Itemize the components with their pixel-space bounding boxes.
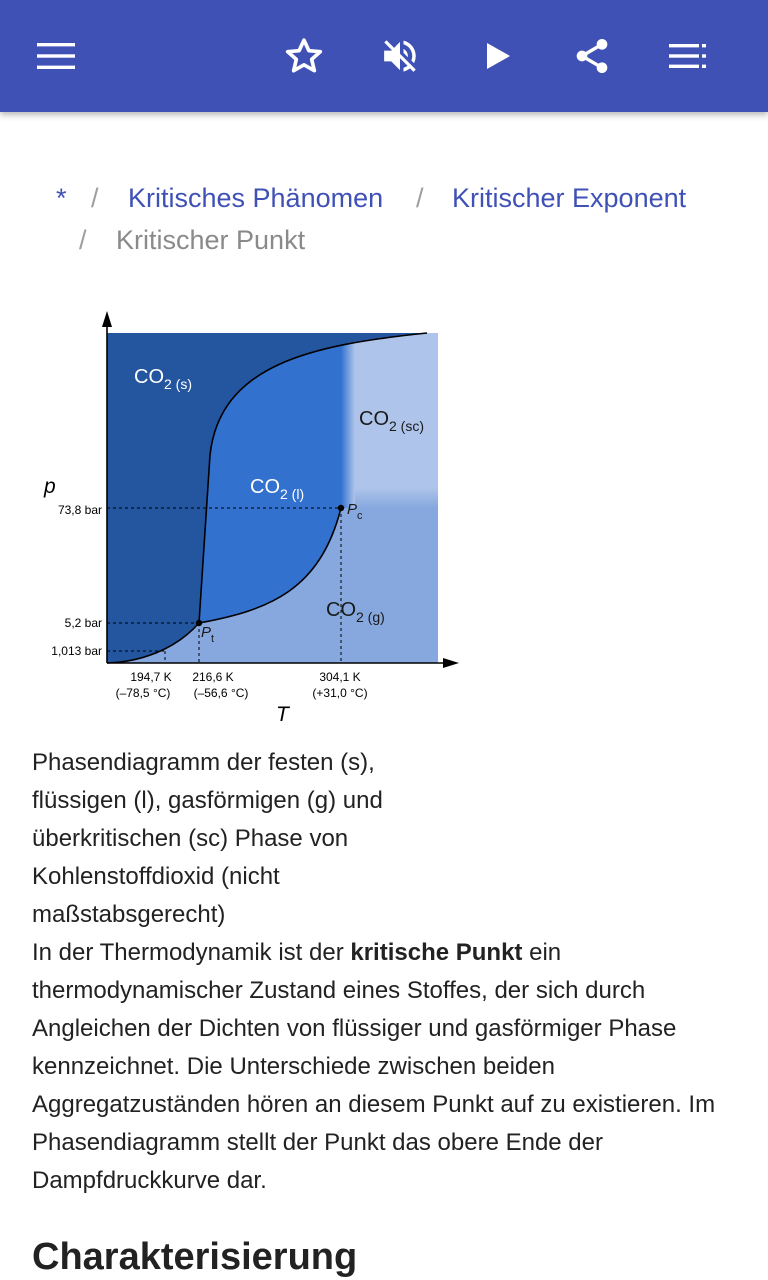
critical-point-label: $P_c$ <box>347 501 363 522</box>
figure-caption: Phasendiagramm der festen (s), flüssigen (l), gasförmigen (g) und überkritischen (sc) Phase von Kohlenstoffdioxid (nicht maßstabsgerecht) <box>32 749 383 928</box>
pressure-tick-triple: 5,2 bar <box>64 616 102 630</box>
breadcrumb-current: Kritischer Punkt <box>116 225 306 255</box>
play-button[interactable] <box>470 28 526 84</box>
y-axis-label: p <box>44 475 56 498</box>
breadcrumb-separator: / <box>91 183 99 213</box>
breadcrumb-item-kritischer-exponent[interactable]: Kritischer Exponent <box>452 183 687 213</box>
contents-button[interactable] <box>660 28 716 84</box>
liquid-phase-label: $CO_{2 (l)}$ <box>250 476 305 502</box>
supercritical-phase-label: $CO_{2 (sc)}$ <box>359 408 424 434</box>
section-heading: Charakterisierung <box>32 1236 358 1278</box>
table-of-contents-icon <box>669 42 707 70</box>
co2-phase-diagram[interactable] <box>40 306 470 730</box>
x-axis-label: T <box>276 703 289 726</box>
play-icon <box>483 40 513 72</box>
pressure-tick-critical: 73,8 bar <box>57 503 102 517</box>
intro-term-bold: kritische Punkt <box>350 939 523 966</box>
share-button[interactable] <box>564 28 620 84</box>
mute-button[interactable] <box>372 28 428 84</box>
intro-text-rest: ein thermodynamischer Zustand eines Stoffes, der sich durch Angleichen der Dichten von flüssiger und gasförmiger Phase kennzeichnet. Die Unterschiede zwischen beiden Aggregatzuständen hören an diesem Punkt auf zu existieren. Im Phasendiagramm stellt der Punkt das obere Ende der Dampfdruckkurve dar. <box>32 939 716 1194</box>
volume-off-icon <box>379 35 421 77</box>
y-axis-arrowhead <box>102 311 112 327</box>
app-toolbar <box>0 0 768 112</box>
breadcrumb-separator: / <box>79 225 87 255</box>
temperature-tick-critical-celsius: (+31,0 °C) <box>312 686 368 700</box>
intro-text-start: In der Thermodynamik ist der <box>32 939 351 966</box>
temperature-tick-sublimation-celsius: (–78,5 °C) <box>115 686 171 700</box>
menu-button[interactable] <box>28 28 84 84</box>
critical-point-marker <box>338 505 344 511</box>
share-icon <box>572 35 612 77</box>
star-outline-icon <box>284 36 324 76</box>
temperature-tick-critical: 304,1 K <box>319 670 361 684</box>
temperature-tick-sublimation: 194,7 K <box>130 670 172 684</box>
temperature-tick-triple-celsius: (–56,6 °C) <box>193 686 249 700</box>
breadcrumb-item-kritisches-phaenomen[interactable]: Kritisches Phänomen <box>128 183 384 213</box>
x-axis-arrowhead <box>443 658 459 668</box>
breadcrumb-home[interactable]: * <box>56 183 67 213</box>
triple-point-label: $P_t$ <box>201 624 215 645</box>
intro-paragraph <box>32 934 742 1200</box>
breadcrumb-separator: / <box>416 183 424 213</box>
temperature-tick-triple: 216,6 K <box>192 670 234 684</box>
bookmark-button[interactable] <box>276 28 332 84</box>
hamburger-menu-icon <box>37 42 75 70</box>
solid-phase-label: $CO_{2 (s)}$ <box>134 366 192 392</box>
pressure-tick-atmospheric: 1,013 bar <box>51 644 102 658</box>
liquid-supercritical-blend <box>341 333 355 508</box>
gas-phase-label: $CO_{2 (g)}$ <box>326 599 385 625</box>
